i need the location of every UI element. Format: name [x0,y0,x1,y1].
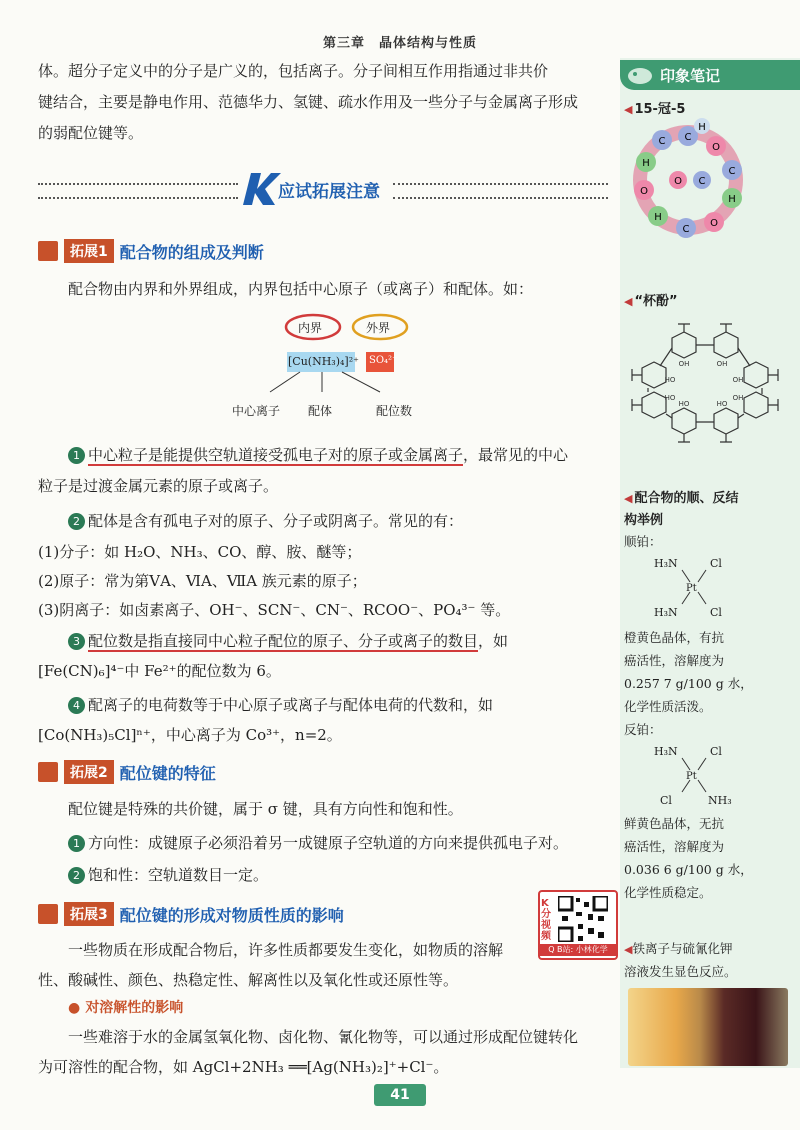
crown-ether-structure [628,118,748,243]
paragraph-cont: 为可溶性的配合物，如 AgCl+2NH₃ ══[Ag(NH₃)₂]⁺+Cl⁻。 [38,1058,449,1076]
ligand-atoms: (2)原子：常为第ⅤA、ⅥA、ⅦA 族元素的原子； [38,572,367,590]
svg-text:O: O [710,218,718,229]
section-heading [38,238,608,264]
section-heading [38,901,548,927]
svg-text:OH: OH [732,376,744,384]
svg-text:C: C [728,166,736,177]
text: 饱和性：空轨道数目一定。 [88,866,269,884]
text-line: 橙黄色晶体，有抗 [624,630,725,645]
paragraph: 一些物质在形成配合物后，许多性质都要发生变化，如物质的溶解 [68,941,504,959]
number-1-icon: 1 [68,835,85,852]
text-line: 鲜黄色晶体，无抗 [624,816,725,831]
svg-text:H: H [654,212,662,223]
svg-text:H: H [728,194,736,205]
svg-text:O: O [640,186,648,197]
point-3 [68,626,613,657]
note-cis-trans: ◀ 配合物的顺、反结 构举例 [624,488,738,532]
number-2-icon: 2 [68,867,85,884]
text: 配体是含有孤电子对的原子、分子或阴离子。常见的有： [88,512,464,530]
sulfate-ion: SO₄²⁻ [369,355,398,366]
point-4-cont: [Co(NH₃)₅Cl]ⁿ⁺，中心离子为 Co³⁺，n=2。 [38,726,342,744]
text-line: 癌活性，溶解度为 [624,839,725,854]
beaker-photo [628,988,788,1066]
text: 配离子的电荷数等于中心原子或离子与配体电荷的代数和，如 [88,696,494,714]
point-directionality [68,828,568,859]
paragraph: 一些难溶于水的金属氢氧化物、卤化物、氰化物等，可以通过形成配位键转化 [68,1028,579,1046]
svg-text:O: O [674,176,682,187]
complex-diagram [230,312,460,424]
svg-text:H₃N: H₃N [654,557,678,570]
book-icon [38,241,58,261]
book-icon [38,762,58,782]
section-banner [38,175,608,205]
text-line: 0.257 7 g/100 g 水， [624,676,753,691]
coordination-number-label: 配位数 [376,404,413,418]
paragraph-cont: 性、酸碱性、颜色、热稳定性、解离性以及氧化性或还原性等。 [38,971,459,989]
note-title: “杯酚” [634,294,678,309]
svg-text:H: H [698,122,706,133]
transplatin-structure [650,740,735,808]
svg-text:O: O [712,142,720,153]
cisplatin-structure [650,552,735,620]
note-title: 配合物的顺、反结 [634,491,739,506]
section-title: 配位键的形成对物质性质的影响 [119,905,344,925]
center-ion-label: 中心离子 [232,404,281,418]
point-saturation [68,860,268,891]
chapter-header: 第三章 晶体结构与性质 [322,36,477,51]
page-number: 41 [374,1084,426,1106]
note-title-cont: 构举例 [624,513,664,528]
section-title: 配位键的特征 [119,763,216,783]
svg-text:Cl: Cl [660,794,672,807]
underlined-text: 中心粒子是能提供空轨道接受孤电子对的原子或金属离子 [88,446,464,464]
svg-text:Cl: Cl [710,745,722,758]
svg-text:Pt: Pt [686,771,697,782]
leaf-bullet-icon: ● [68,1000,81,1016]
transplatin-label: 反铂： [624,722,662,737]
transplatin-description [624,812,794,904]
note-title-cont: 溶液发生显色反应。 [624,964,737,979]
point-2 [68,506,463,537]
inner-label: 内界 [298,321,323,335]
video-label: K分视频 [541,898,551,942]
k-logo-icon [243,169,283,209]
svg-text:H: H [642,158,650,169]
point-3-cont: [Fe(CN)₆]⁴⁻中 Fe²⁺的配位数为 6。 [38,662,281,680]
sidebar-header [620,60,800,90]
section-tab: 拓展3 [64,902,114,926]
text-line: 化学性质活泼。 [624,699,712,714]
calixarene-structure [622,318,787,448]
svg-text:Cl: Cl [710,606,722,619]
text-line: 0.036 6 g/100 g 水， [624,862,753,877]
note-iron-thiocyanate: ◀铁离子与硫氰化钾 溶液发生显色反应。 [624,938,737,983]
paragraph: 配合物由内界和外界组成，内界包括中心原子（或离子）和配体。如： [68,280,534,298]
svg-text:HO: HO [664,394,676,402]
text: 方向性：成键原子必须沿着另一成键原子空轨道的方向来提供孤电子对。 [88,834,569,852]
banner-rule-right [393,183,608,199]
svg-text:C: C [698,176,706,187]
svg-text:HO: HO [664,376,676,384]
cisplatin-description [624,626,794,718]
number-1-icon: 1 [68,447,85,464]
banner-title: 应试拓展注意 [278,182,380,202]
number-4-icon: 4 [68,697,85,714]
qr-caption: Q B站: 小林化学 [540,944,616,956]
text-line: 化学性质稳定。 [624,885,712,900]
svg-text:C: C [658,136,666,147]
subheading [68,997,183,1017]
ligand-molecules: (1)分子：如 H₂O、NH₃、CO、醇、胺、醚等； [38,543,362,561]
intro-line: 体。超分子定义中的分子是广义的，包括离子。分子间相互作用指通过非共价 [38,62,549,80]
text: ，最常见的中心 [463,446,569,464]
book-icon [38,904,58,924]
svg-text:Pt: Pt [686,583,697,594]
point-4 [68,690,493,721]
sidebar-title: 印象笔记 [660,66,721,85]
point-1-cont: 粒子是过渡金属元素的原子或离子。 [38,477,279,495]
point-1 [68,440,613,471]
intro-line: 的弱配位键等。 [38,124,144,142]
note-title: 铁离子与硫氰化钾 [632,941,733,956]
cisplatin-label: 顺铂： [624,534,662,549]
section-tab: 拓展2 [64,760,114,784]
underlined-text: 配位数是指直接同中心粒子配位的原子、分子或离子的数目 [88,632,479,650]
svg-text:OH: OH [716,360,728,368]
svg-text:H₃N: H₃N [654,606,678,619]
outer-label: 外界 [366,321,391,335]
svg-text:H₃N: H₃N [654,745,678,758]
paragraph: 配位键是特殊的共价键，属于 σ 键，具有方向性和饱和性。 [68,800,463,818]
number-3-icon: 3 [68,633,85,650]
ligand-anions: (3)阴离子：如卤素离子、OH⁻、SCN⁻、CN⁻、RCOO⁻、PO₄³⁻ 等。 [38,601,511,619]
svg-text:OH: OH [732,394,744,402]
number-2-icon: 2 [68,513,85,530]
svg-text:OH: OH [678,360,690,368]
svg-text:NH₃: NH₃ [708,794,732,807]
intro-line: 键结合，主要是静电作用、范德华力、氢键、疏水作用及一些分子与金属离子形成 [38,93,579,111]
qr-code-icon [558,896,608,942]
section-heading [38,759,608,785]
note-crown-ether: ◀ 15-冠-5 [624,102,686,117]
elephant-icon [620,60,660,90]
subheading-text: 对溶解性的影响 [85,1000,184,1016]
banner-rule-left [38,183,238,199]
ligand-label: 配体 [308,404,333,418]
note-calixarene: ◀ “杯酚” [624,294,678,309]
svg-text:HO: HO [678,400,690,408]
text-line: 癌活性，溶解度为 [624,653,725,668]
svg-text:C: C [684,132,692,143]
qr-code-card[interactable] [538,890,618,960]
svg-text:C: C [682,224,690,235]
text: ，如 [478,632,509,650]
intro-paragraph [38,56,613,149]
section-title: 配合物的组成及判断 [119,242,264,262]
complex-ion: [Cu(NH₃)₄]²⁺ [288,355,359,368]
svg-text:Cl: Cl [710,557,722,570]
note-title: 15-冠-5 [634,102,686,117]
section-tab: 拓展1 [64,239,114,263]
svg-text:HO: HO [716,400,728,408]
